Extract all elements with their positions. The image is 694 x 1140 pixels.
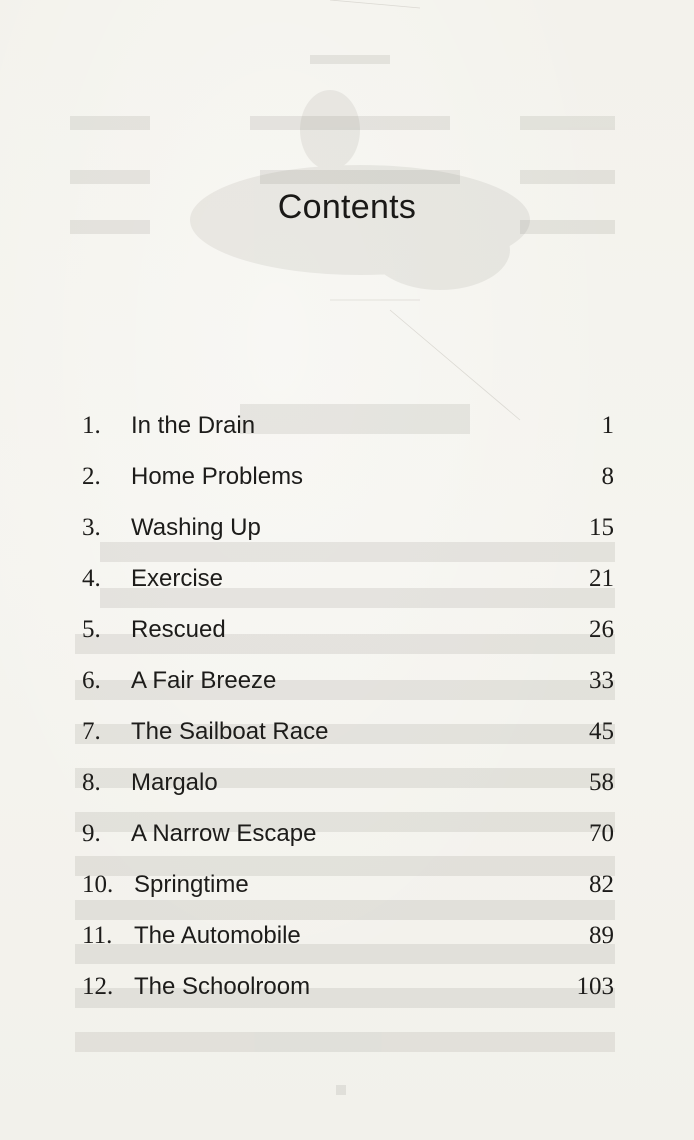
chapter-title: The Sailboat Race [131, 718, 329, 745]
chapter-number: 3. [82, 514, 101, 541]
chapter-title: A Fair Breeze [131, 667, 277, 694]
toc-entry [82, 761, 614, 812]
chapter-title: A Narrow Escape [131, 820, 317, 847]
chapter-number: 5. [82, 616, 101, 643]
chapter-page-number: 70 [589, 820, 614, 847]
chapter-title: Rescued [131, 616, 226, 643]
chapter-page-number: 58 [589, 769, 614, 796]
chapter-number: 6. [82, 667, 101, 694]
chapter-page-number: 1 [601, 412, 614, 439]
chapter-title: Margalo [131, 769, 218, 796]
chapter-title: The Automobile [134, 922, 301, 949]
chapter-page-number: 15 [589, 514, 614, 541]
toc-entry [82, 506, 614, 557]
chapter-page-number: 33 [589, 667, 614, 694]
chapter-page-number: 82 [589, 871, 614, 898]
chapter-title: The Schoolroom [134, 973, 311, 1000]
toc-entry [82, 965, 614, 1016]
toc-entry [82, 455, 614, 506]
chapter-number: 7. [82, 718, 101, 745]
chapter-page-number: 45 [589, 718, 614, 745]
chapter-number: 4. [82, 565, 101, 592]
chapter-page-number: 21 [589, 565, 614, 592]
toc-entry [82, 710, 614, 761]
table-of-contents [82, 404, 614, 1016]
toc-entry [82, 557, 614, 608]
chapter-page-number: 8 [601, 463, 614, 490]
toc-entry [82, 863, 614, 914]
chapter-page-number: 103 [576, 973, 614, 1000]
chapter-number: 11. [82, 922, 113, 949]
chapter-number: 9. [82, 820, 101, 847]
chapter-number: 1. [82, 412, 101, 439]
toc-entry [82, 404, 614, 455]
chapter-title: Washing Up [131, 514, 261, 541]
chapter-title: Home Problems [131, 463, 304, 490]
chapter-title: In the Drain [131, 412, 256, 439]
chapter-number: 8. [82, 769, 101, 796]
toc-entry [82, 608, 614, 659]
chapter-page-number: 26 [589, 616, 614, 643]
chapter-number: 10. [82, 871, 114, 898]
page-title: Contents [277, 188, 417, 226]
toc-entry [82, 914, 614, 965]
toc-entry [82, 812, 614, 863]
toc-entry [82, 659, 614, 710]
chapter-page-number: 89 [589, 922, 614, 949]
chapter-number: 12. [82, 973, 114, 1000]
chapter-number: 2. [82, 463, 101, 490]
chapter-title: Exercise [131, 565, 224, 592]
chapter-title: Springtime [134, 871, 249, 898]
